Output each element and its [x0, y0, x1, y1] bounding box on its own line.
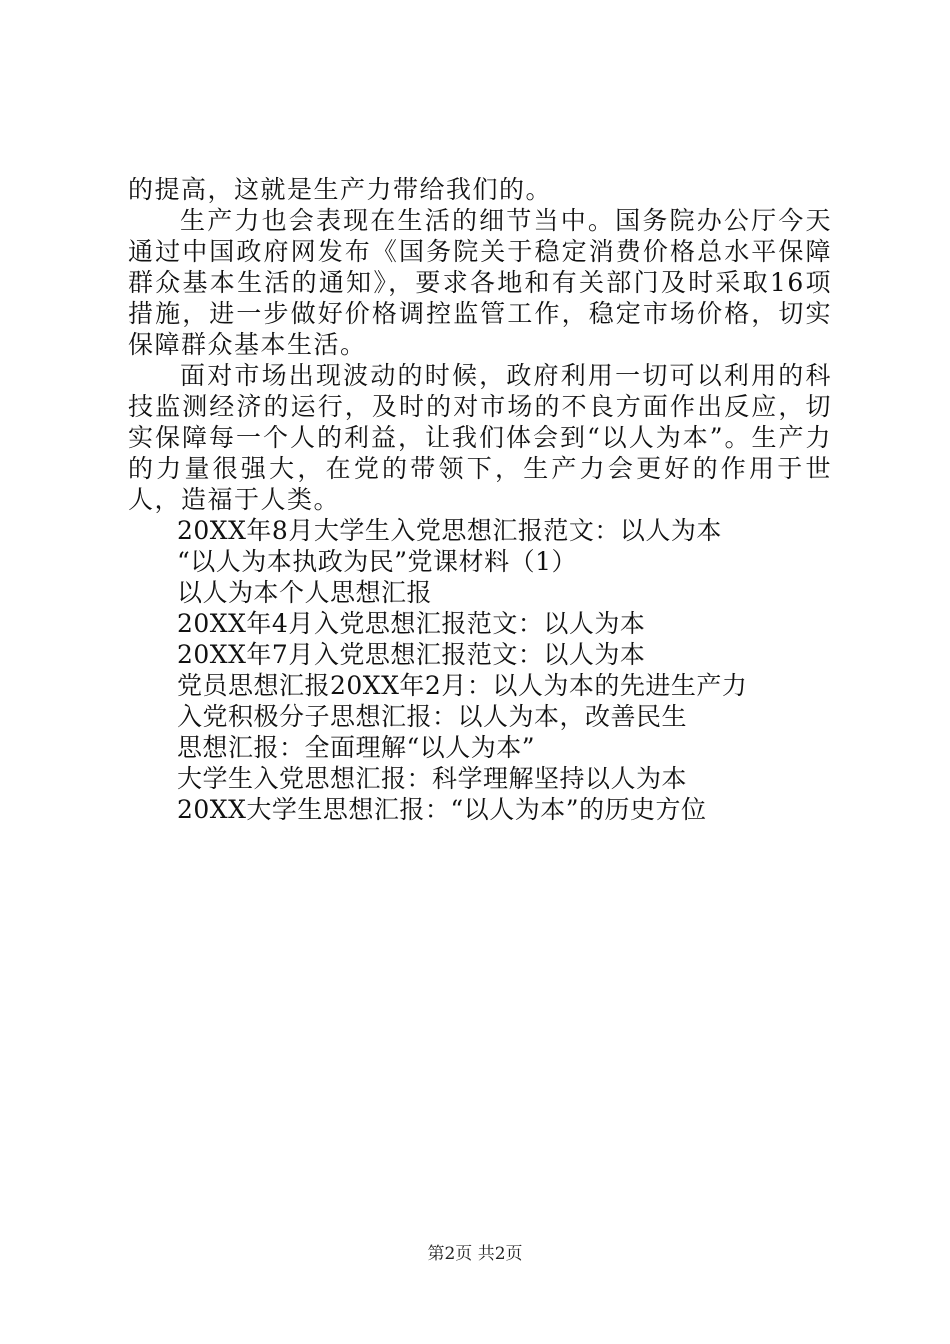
related-article-link[interactable]: “以人为本执政为民”党课材料（1） — [177, 547, 577, 576]
page-footer: 第2页 共2页 — [427, 1244, 523, 1264]
related-article-link[interactable]: 入党积极分子思想汇报：以人为本，改善民生 — [177, 702, 688, 731]
related-article-link[interactable]: 20XX大学生思想汇报：“以人为本”的历史方位 — [177, 795, 707, 824]
paragraph-continuation: 的提高，这就是生产力带给我们的。 — [128, 175, 553, 204]
related-article-link[interactable]: 20XX年7月入党思想汇报范文：以人为本 — [177, 640, 646, 669]
paragraph-productivity-life: 生产力也会表现在生活的细节当中。国务院办公厅今天通过中国政府网发布《国务院关于稳定消费价格总水平保障群众基本生活的通知》，要求各地和有关部门及时采取16项措施，进一步做好价格调控监管工作，稳定市场价格，切实保障群众基本生活。 — [128, 206, 832, 359]
related-article-link[interactable]: 20XX年8月大学生入党思想汇报范文：以人为本 — [177, 516, 722, 545]
related-article-link[interactable]: 党员思想汇报20XX年2月：以人为本的先进生产力 — [177, 671, 748, 700]
related-article-link[interactable]: 大学生入党思想汇报：科学理解坚持以人为本 — [177, 764, 688, 793]
related-article-link[interactable]: 以人为本个人思想汇报 — [177, 578, 433, 607]
related-article-link[interactable]: 思想汇报：全面理解“以人为本” — [177, 733, 536, 762]
related-articles-list — [177, 515, 827, 825]
related-article-link[interactable]: 20XX年4月入党思想汇报范文：以人为本 — [177, 609, 646, 638]
paragraph-market-response: 面对市场出现波动的时候，政府利用一切可以利用的科技监测经济的运行，及时的对市场的不良方面作出反应，切实保障每一个人的利益，让我们体会到“以人为本”。生产力的力量很强大，在党的带领下，生产力会更好的作用于世人，造福于人类。 — [128, 361, 832, 514]
body-text — [128, 174, 832, 515]
